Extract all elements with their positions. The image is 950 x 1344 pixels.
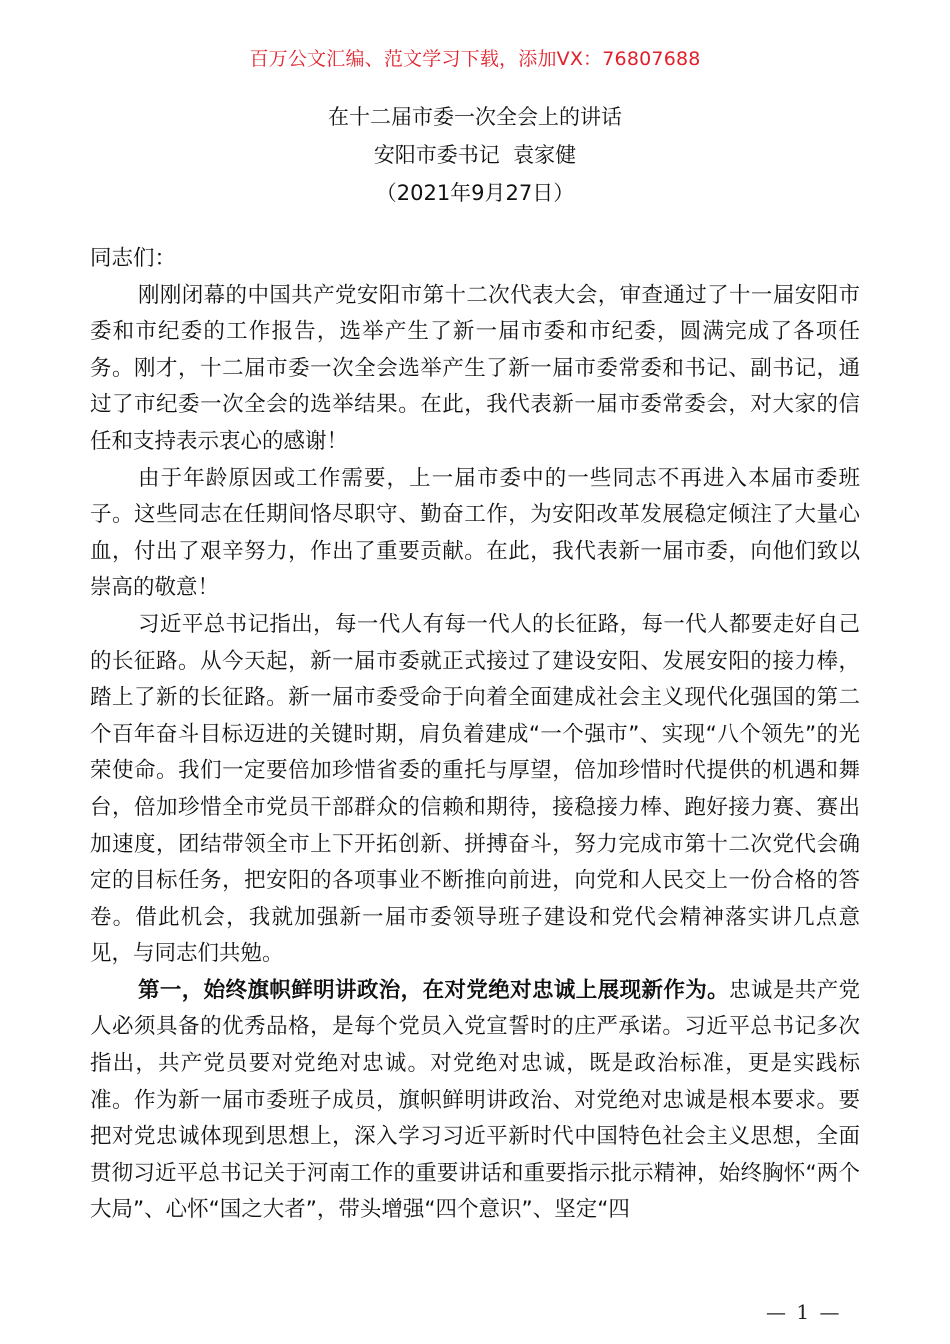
paragraph — [90, 973, 860, 1229]
paragraph-text: 刚刚闭幕的中国共产党安阳市第十二次代表大会，审查通过了十一届安阳市委和市纪委的工作报告，选举产生了新一届市委和市纪委，圆满完成了各项任务。刚才，十二届市委一次全会选举产生了新一届市委常委和书记、副书记，通过了市纪委一次全会的选举结果。在此，我代表新一届市委常委会，对大家的信任和支持表示衷心的感谢！ — [90, 282, 860, 454]
paragraph — [90, 461, 860, 607]
paragraph-text: 习近平总书记指出，每一代人有每一代人的长征路，每一代人都要走好自己的长征路。从今天起，新一届市委就正式接过了建设安阳、发展安阳的接力棒，踏上了新的长征路。新一届市委受命于向着全面建成社会主义现代化强国的第二个百年奋斗目标迈进的关键时期，肩负着建成“一个强市”、实现“八个领先”的光荣使命。我们一定要倍加珍惜省委的重托与厚望，倍加珍惜时代提供的机遇和舞台，倍加珍惜全市党员干部群众的信赖和期待，接稳接力棒、跑好接力赛、赛出加速度，团结带领全市上下开拓创新、拼搏奋斗，努力完成市第十二次党代会确定的目标任务，把安阳的各项事业不断推向前进，向党和人民交上一份合格的答卷。借此机会，我就加强新一届市委领导班子建设和党代会精神落实讲几点意见，与同志们共勉。 — [90, 611, 860, 967]
paragraph-text: 忠诚是共产党人必须具备的优秀品格，是每个党员入党宣誓时的庄严承诺。习近平总书记多次指出，共产党员要对党绝对忠诚。对党绝对忠诚，既是政治标准，更是实践标准。作为新一届市委班子成员，旗帜鲜明讲政治、对党绝对忠诚是根本要求。要把对党忠诚体现到思想上，深入学习习近平新时代中国特色社会主义思想，全面贯彻习近平总书记关于河南工作的重要讲话和重要指示批示精神，始终胸怀“两个大局”、心怀“国之大者”，带头增强“四个意识”、坚定“四 — [90, 977, 860, 1223]
paragraph — [90, 278, 860, 461]
watermark-banner: 百万公文汇编、范文学习下载，添加VX：76807688 — [249, 48, 701, 70]
paragraph — [90, 607, 860, 973]
document-author: 安阳市委书记 袁家健 — [373, 143, 577, 167]
document-date: （2021年9月27日） — [375, 181, 575, 205]
document-body — [90, 241, 860, 1229]
document-title: 在十二届市委一次全会上的讲话 — [328, 105, 622, 129]
salutation: 同志们： — [90, 246, 177, 271]
title-block — [0, 98, 950, 212]
page-number: — 1 — — [766, 1300, 842, 1324]
paragraph-lead-bold: 第一，始终旗帜鲜明讲政治，在对党绝对忠诚上展现新作为。 — [138, 977, 730, 1003]
paragraph-text: 由于年龄原因或工作需要，上一届市委中的一些同志不再进入本届市委班子。这些同志在任期间恪尽职守、勤奋工作，为安阳改革发展稳定倾注了大量心血，付出了艰辛努力，作出了重要贡献。在此，我代表新一届市委，向他们致以崇高的敬意！ — [90, 465, 860, 601]
